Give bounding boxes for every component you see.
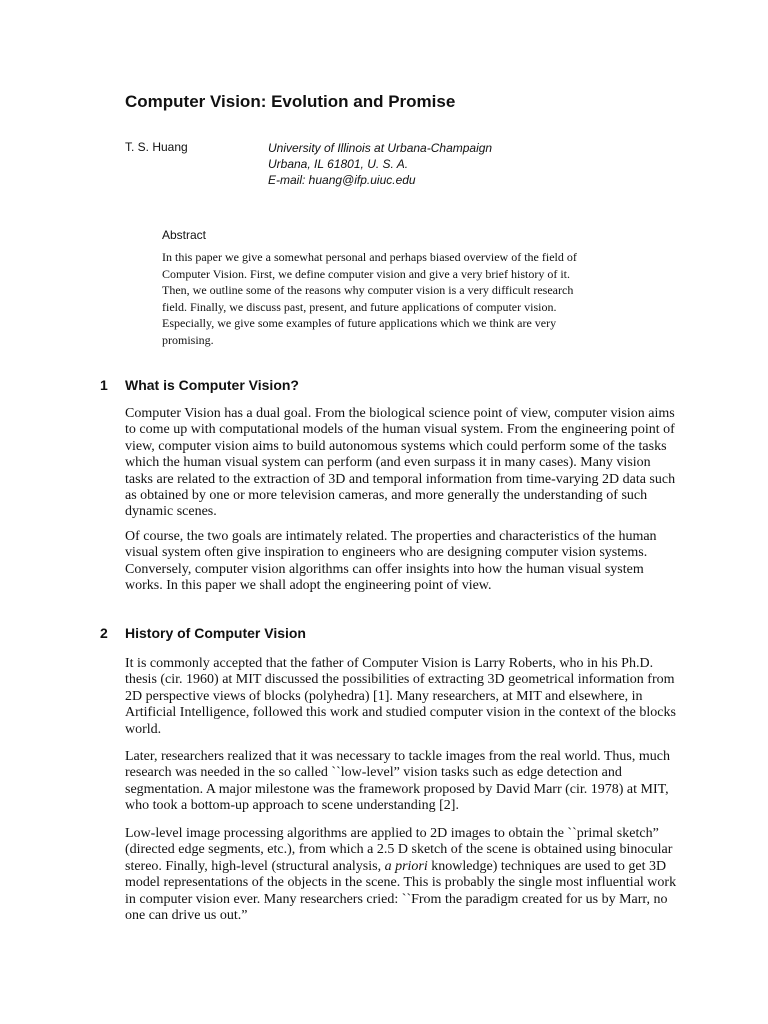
paragraph bbox=[125, 406, 685, 521]
text-line: which the human visual system can perform (and even surpass it in many cases). Many vision bbox=[125, 455, 651, 471]
text-line: dynamic scenes. bbox=[125, 504, 217, 520]
affiliation-email: E-mail: huang@ifp.uiuc.edu bbox=[268, 173, 416, 187]
text-line: Low-level image processing algorithms are applied to 2D images to obtain the ``primal sketch” bbox=[125, 826, 659, 841]
abstract-line: In this paper we give a somewhat personal and perhaps biased overview of the field of bbox=[162, 250, 577, 264]
section-number: 2 bbox=[100, 625, 108, 641]
text-line: Of course, the two goals are intimately related. The properties and characteristics of the human bbox=[125, 529, 657, 544]
text-line: in computer vision ever. Many researchers cried: ``From the paradigm created for us by Marr, no bbox=[125, 891, 668, 907]
text-line: who took a bottom-up approach to scene understanding [2]. bbox=[125, 798, 459, 814]
text-line: thesis (cir. 1960) at MIT discussed the possibilities of extracting 3D geometrical information from bbox=[125, 672, 675, 688]
text-line: Later, researchers realized that it was necessary to tackle images from the real world. Thus, much bbox=[125, 749, 670, 764]
text-line: research was needed in the so called ``low-level” vision tasks such as edge detection and bbox=[125, 765, 622, 781]
author-name: T. S. Huang bbox=[125, 140, 188, 154]
affiliation-line: Urbana, IL 61801, U. S. A. bbox=[268, 157, 409, 171]
text-line: as obtained by one or more television cameras, and more generally the understanding of such bbox=[125, 488, 648, 504]
text-line: Artificial Intelligence, followed this work and studied computer vision in the context of the blocks bbox=[125, 705, 676, 721]
text-span: knowledge) techniques are used to get 3D bbox=[427, 858, 667, 874]
text-line: tasks are related to the extraction of 3D and temporal information from time-varying 2D data such bbox=[125, 471, 676, 487]
text-line: one can drive us out.” bbox=[125, 908, 248, 924]
text-line: world. bbox=[125, 721, 162, 737]
paragraph bbox=[125, 826, 685, 924]
paragraph bbox=[125, 656, 685, 738]
text-line: to come up with computational models of the human visual system. From the engineering point of bbox=[125, 422, 675, 438]
text-line: It is commonly accepted that the father of Computer Vision is Larry Roberts, who in his Ph.D. bbox=[125, 656, 654, 671]
text-line: (directed edge segments, etc.), from which a 2.5 D sketch of the scene is obtained using binocular bbox=[125, 842, 673, 858]
text-line: visual system often give inspiration to engineers who are designing computer vision systems. bbox=[125, 545, 648, 561]
abstract-line: Then, we outline some of the reasons why computer vision is a very difficult research bbox=[162, 283, 574, 297]
text-line: model representations of the objects in the scene. This is probably the single most influential work bbox=[125, 875, 677, 891]
section-heading: What is Computer Vision? bbox=[125, 377, 299, 393]
paragraph bbox=[125, 749, 685, 815]
text-line: view, computer vision aims to build autonomous systems which could perform some of the tasks bbox=[125, 438, 667, 454]
text-line: Conversely, computer vision algorithms can offer insights into how the human visual system bbox=[125, 561, 644, 577]
text-line bbox=[125, 859, 685, 875]
abstract-line: Computer Vision. First, we define computer vision and give a very brief history of it. bbox=[162, 266, 570, 281]
paragraph bbox=[125, 529, 685, 595]
affiliation-line: University of Illinois at Urbana-Champaign bbox=[268, 141, 493, 155]
text-span: stereo. Finally, high-level (structural analysis, bbox=[125, 858, 385, 874]
abstract-line: Especially, we give some examples of future applications which we think are very bbox=[162, 316, 557, 330]
italic-term: a priori bbox=[384, 858, 428, 874]
text-line: 2D perspective views of blocks (polyhedra) [1]. Many researchers, at MIT and elsewhere, in bbox=[125, 688, 643, 704]
text-line: works. In this paper we shall adopt the engineering point of view. bbox=[125, 578, 492, 594]
abstract-line: field. Finally, we discuss past, present, and future applications of computer vision. bbox=[162, 299, 557, 314]
text-line: segmentation. A major milestone was the framework proposed by David Marr (cir. 1978) at MIT, bbox=[125, 781, 669, 797]
author-affiliation bbox=[268, 140, 492, 188]
section-number: 1 bbox=[100, 377, 108, 393]
text-line: Computer Vision has a dual goal. From the biological science point of view, computer vision aims bbox=[125, 406, 675, 421]
section-heading: History of Computer Vision bbox=[125, 625, 306, 641]
paper-title: Computer Vision: Evolution and Promise bbox=[125, 92, 456, 111]
abstract-line: promising. bbox=[162, 332, 214, 347]
abstract-heading: Abstract bbox=[162, 228, 207, 242]
abstract-body bbox=[162, 249, 602, 348]
